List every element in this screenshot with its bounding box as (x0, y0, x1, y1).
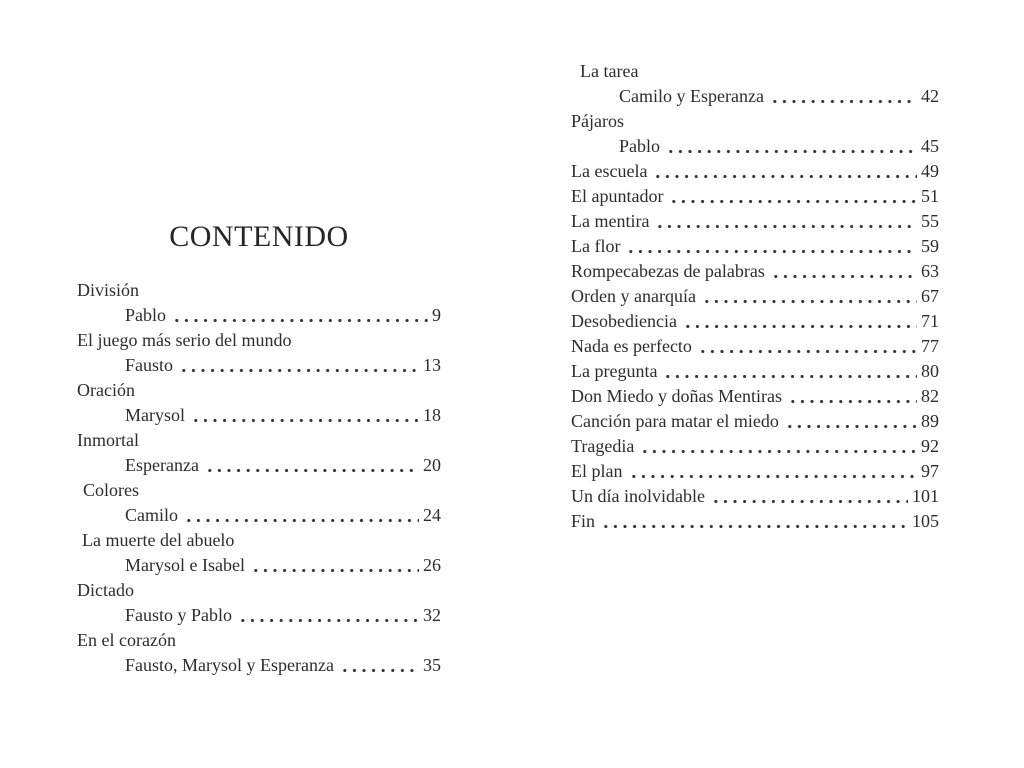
dot-leader (701, 284, 917, 309)
toc-entry-page: 13 (423, 355, 441, 375)
toc-entry-label: En el corazón (77, 630, 176, 650)
toc-entry (77, 428, 441, 453)
dot-leader (769, 84, 917, 109)
dot-leader (682, 309, 917, 334)
toc-entry-label: La flor (571, 236, 621, 256)
toc-entry (571, 109, 939, 134)
toc-entry-page: 67 (921, 286, 939, 306)
toc-entry (77, 578, 441, 603)
toc-entry-label: Canción para matar el miedo (571, 411, 779, 431)
toc-entry-page: 71 (921, 311, 939, 331)
toc-entry (571, 84, 939, 109)
toc-entry-label: La tarea (580, 61, 639, 81)
toc-entry (77, 328, 441, 353)
toc-entry-label: Un día inolvidable (571, 486, 705, 506)
dot-leader (784, 409, 917, 434)
dot-leader (628, 459, 918, 484)
toc-entry-label: Pablo (619, 136, 661, 156)
toc-entry-label: La escuela (571, 161, 648, 181)
toc-entry-label: Tragedia (571, 436, 635, 456)
toc-entry-label: El apuntador (571, 186, 664, 206)
dot-leader (183, 503, 419, 528)
dot-leader (190, 403, 419, 428)
toc-entry (571, 59, 939, 84)
toc-entry (571, 334, 939, 359)
toc-entry-page: 80 (921, 361, 939, 381)
toc-entry (77, 303, 441, 328)
toc-entry-page: 105 (912, 511, 939, 531)
toc-entry-page: 49 (921, 161, 939, 181)
toc-entry (571, 184, 939, 209)
toc-entry-page: 97 (921, 461, 939, 481)
toc-entry-page: 92 (921, 436, 939, 456)
toc-entry-label: Orden y anarquía (571, 286, 696, 306)
dot-leader (339, 653, 419, 678)
toc-entry-label: Fin (571, 511, 596, 531)
toc-entry-label: La muerte del abuelo (82, 530, 235, 550)
toc-entry (77, 553, 441, 578)
dot-leader (639, 434, 917, 459)
toc-entry-label: Marysol e Isabel (125, 555, 245, 575)
toc-entry-label: Colores (83, 480, 139, 500)
toc-entry (77, 528, 441, 553)
toc-entry-label: Pájaros (571, 111, 624, 131)
toc-entry-label: Dictado (77, 580, 134, 600)
toc-entry-page: 63 (921, 261, 939, 281)
dot-leader (171, 303, 428, 328)
dot-leader (204, 453, 419, 478)
dot-leader (652, 159, 917, 184)
toc-entry-label: Marysol (125, 405, 185, 425)
toc-entry-label: Don Miedo y doñas Mentiras (571, 386, 782, 406)
dot-leader (654, 209, 917, 234)
toc-entry-page: 82 (921, 386, 939, 406)
toc-entry-label: Rompecabezas de palabras (571, 261, 765, 281)
dot-leader (237, 603, 419, 628)
toc-entry (571, 409, 939, 434)
toc-entry (571, 384, 939, 409)
toc-entry-page: 20 (423, 455, 441, 475)
toc-entry-label: Pablo (125, 305, 167, 325)
toc-entry-page: 24 (423, 505, 441, 525)
toc-entry (571, 284, 939, 309)
toc-entry-page: 101 (912, 486, 939, 506)
toc-entry-label: Fausto, Marysol y Esperanza (125, 655, 334, 675)
toc-entry (571, 134, 939, 159)
toc-entry-page: 55 (921, 211, 939, 231)
toc-entry (571, 309, 939, 334)
toc-entry-page: 59 (921, 236, 939, 256)
toc-entry-label: El plan (571, 461, 623, 481)
toc-entry-label: Camilo y Esperanza (619, 86, 764, 106)
toc-entry (77, 353, 441, 378)
dot-leader (250, 553, 419, 578)
toc-entry-label: Fausto (125, 355, 174, 375)
toc-entry-label: Fausto y Pablo (125, 605, 233, 625)
toc-entry (571, 359, 939, 384)
toc-entry-label: Oración (77, 380, 135, 400)
dot-leader (710, 484, 908, 509)
dot-leader (665, 134, 917, 159)
toc-column-left (77, 278, 441, 678)
toc-entry (571, 159, 939, 184)
toc-entry-page: 51 (921, 186, 939, 206)
dot-leader (770, 259, 917, 284)
dot-leader (625, 234, 917, 259)
toc-entry (571, 434, 939, 459)
toc-entry-label: La pregunta (571, 361, 658, 381)
toc-entry (571, 234, 939, 259)
toc-entry (77, 478, 441, 503)
toc-entry-page: 77 (921, 336, 939, 356)
toc-entry (571, 459, 939, 484)
toc-entry-label: La mentira (571, 211, 650, 231)
toc-entry-label: Inmortal (77, 430, 139, 450)
toc-entry (77, 653, 441, 678)
toc-entry (571, 259, 939, 284)
toc-entry (77, 278, 441, 303)
toc-entry (77, 453, 441, 478)
dot-leader (600, 509, 908, 534)
toc-entry (571, 484, 939, 509)
toc-entry-page: 89 (921, 411, 939, 431)
toc-entry (571, 509, 939, 534)
toc-entry-label: Esperanza (125, 455, 199, 475)
dot-leader (697, 334, 917, 359)
toc-entry-label: Desobediencia (571, 311, 677, 331)
dot-leader (787, 384, 917, 409)
toc-entry-label: División (77, 280, 140, 300)
toc-entry (77, 603, 441, 628)
toc-entry (77, 628, 441, 653)
toc-entry-label: El juego más serio del mundo (77, 330, 292, 350)
toc-entry (77, 378, 441, 403)
dot-leader (178, 353, 419, 378)
toc-entry-page: 26 (423, 555, 441, 575)
toc-entry (77, 403, 441, 428)
toc-entry-label: Camilo (125, 505, 178, 525)
toc-entry-page: 35 (423, 655, 441, 675)
toc-entry (571, 209, 939, 234)
toc-entry-page: 9 (432, 305, 441, 325)
toc-title: CONTENIDO (169, 220, 349, 253)
toc-entry-page: 45 (921, 136, 939, 156)
dot-leader (668, 184, 917, 209)
dot-leader (662, 359, 917, 384)
toc-column-right (571, 59, 939, 534)
toc-entry-page: 18 (423, 405, 441, 425)
toc-entry-page: 42 (921, 86, 939, 106)
toc-entry (77, 503, 441, 528)
toc-entry-page: 32 (423, 605, 441, 625)
toc-entry-label: Nada es perfecto (571, 336, 692, 356)
